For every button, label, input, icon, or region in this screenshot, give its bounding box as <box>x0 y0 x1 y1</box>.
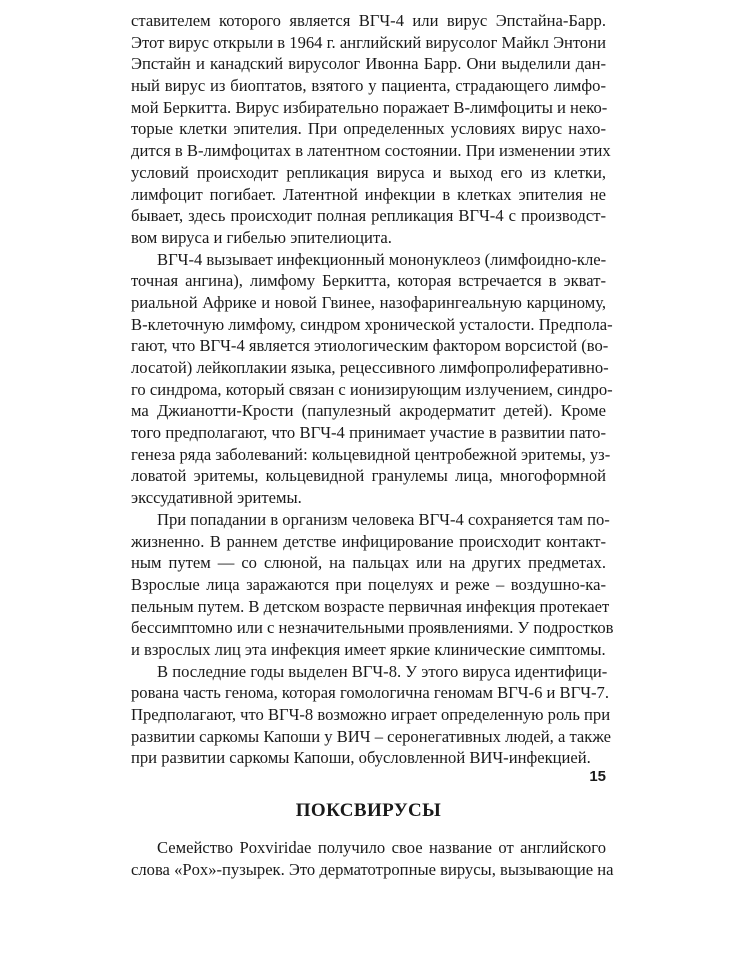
text-line: ловатой эритемы, кольцевидной гранулемы лица, многоформной <box>131 466 606 486</box>
paragraph-4 <box>131 661 611 769</box>
paragraph-1 <box>131 10 611 249</box>
text-line: В-клеточную лимфому, синдром хронической усталости. Предпола- <box>131 314 613 334</box>
text-line: вом вируса и гибелью эпителиоцита. <box>131 227 392 247</box>
text-line: ный вирус из биоптатов, взятого у пациента, страдающего лимфо- <box>131 76 606 96</box>
body-text <box>131 10 614 880</box>
text-line: Взрослые лица заражаются при поцелуях и реже – воздушно-ка- <box>131 574 606 594</box>
text-line: лимфоцит погибает. Латентной инфекции в клетках эпителия не <box>131 184 606 204</box>
text-line: развитии саркомы Капоши у ВИЧ – серонегативных людей, а также <box>131 726 611 746</box>
text-line: генеза ряда заболеваний: кольцевидной центробежной эритемы, уз- <box>131 444 611 464</box>
text-line: и взрослых лиц эта инфекция имеет яркие клинические симптомы. <box>131 639 606 659</box>
text-line: точная ангина), лимфому Беркитта, которая встречается в экват- <box>131 271 606 291</box>
text-line: слова «Pox»-пузырек. Это дерматотропные вирусы, вызывающие на <box>131 859 614 879</box>
paragraph-2 <box>131 249 613 509</box>
text-line: го синдрома, который связан с ионизирующим излучением, синдро- <box>131 379 613 399</box>
text-line: бывает, здесь происходит полная репликация ВГЧ-4 с производст- <box>131 206 606 226</box>
text-line: В последние годы выделен ВГЧ-8. У этого вируса идентифици- <box>157 661 608 681</box>
text-line: лосатой) лейкоплакии языка, рецессивного лимфопролиферативно- <box>131 358 609 377</box>
text-line: Эпстайн и канадский вирусолог Ивонна Барр. Они выделили дан- <box>131 54 606 74</box>
text-line: экссудативной эритемы. <box>131 488 302 508</box>
text-line: бессимптомно или с незначительными проявлениями. У подростков <box>131 618 614 638</box>
text-line: мой Беркитта. Вирус избирательно поражает В-лимфоциты и неко- <box>131 97 608 117</box>
paragraph-5 <box>131 837 614 880</box>
page-number: 15 <box>589 768 606 785</box>
text-line: ма Джианотти-Крости (папулезный акродерматит детей). Кроме <box>131 401 606 421</box>
text-line: при развитии саркомы Капоши, обусловленной ВИЧ-инфекцией. <box>131 748 591 768</box>
text-line: Предполагают, что ВГЧ-8 возможно играет определенную роль при <box>131 705 611 724</box>
text-line: Семейство Poxviridae получило свое название от английского <box>157 838 606 858</box>
section-heading: ПОКСВИРУСЫ <box>295 800 442 822</box>
text-line: торые клетки эпителия. При определенных условиях вирус нахо- <box>131 119 606 139</box>
text-line: того предполагают, что ВГЧ-4 принимает участие в развитии пато- <box>131 423 606 443</box>
text-line: При попадании в организм человека ВГЧ-4 сохраняется там по- <box>157 509 610 529</box>
text-line: Этот вирус открыли в 1964 г. английский вирусолог Майкл Энтони <box>131 32 606 52</box>
text-line: жизненно. В раннем детстве инфицирование происходит контакт- <box>131 531 606 551</box>
text-line: пельным путем. В детском возрасте первичная инфекция протекает <box>131 596 610 616</box>
text-line: ным путем — со слюной, на пальцах или на других предметах. <box>131 553 606 573</box>
text-line: гают, что ВГЧ-4 является этиологическим фактором ворсистой (во- <box>131 336 609 356</box>
text-line: рована часть генома, которая гомологична геномам ВГЧ-6 и ВГЧ-7. <box>131 683 609 703</box>
text-line: условий происходит репликация вируса и выход его из клетки, <box>131 162 606 182</box>
paragraph-3 <box>131 509 614 661</box>
text-line: ставителем которого является ВГЧ-4 или вирус Эпстайна-Барр. <box>131 11 606 30</box>
text-line: дится в В-лимфоцитах в латентном состоянии. При изменении этих <box>131 141 611 161</box>
section-gap <box>131 769 606 791</box>
text-line: ВГЧ-4 вызывает инфекционный мононуклеоз (лимфоидно-кле- <box>157 249 607 269</box>
text-line: риальной Африке и новой Гвинее, назофарингеальную карциному, <box>131 292 606 312</box>
